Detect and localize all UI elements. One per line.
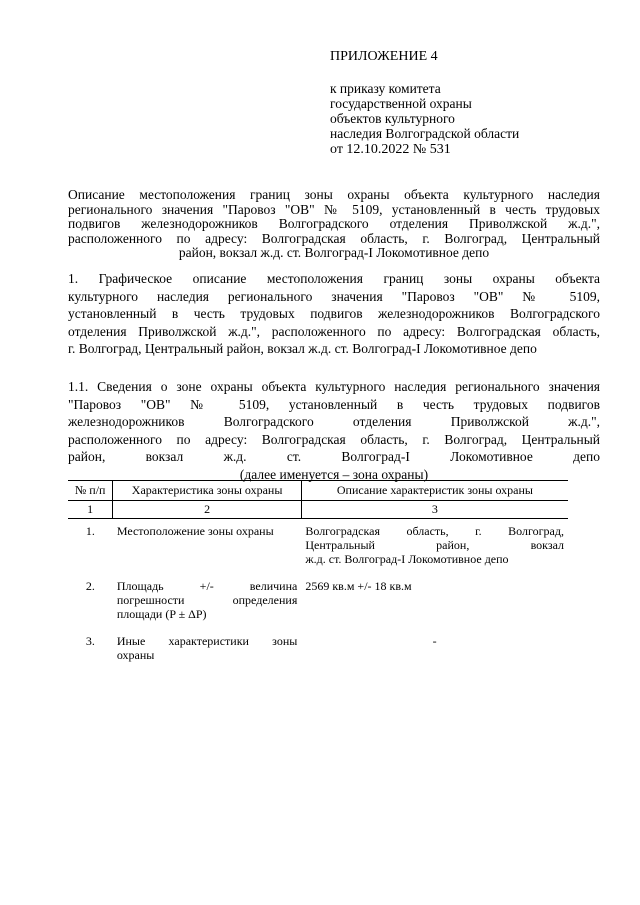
row-number: 2. — [85, 579, 95, 593]
section-1-1 — [68, 378, 600, 483]
section-1-1-line: (далее именуется – зона охраны) — [239, 466, 429, 482]
title-line: подвигов железнодорожников Волгоградского отделения Приволжской ж.д.", — [68, 216, 600, 231]
header-number: № п/п — [68, 481, 113, 501]
header-description: Описание характеристик зоны охраны — [301, 481, 568, 501]
cell-line: погрешности определения — [116, 593, 298, 607]
table-row — [68, 519, 568, 575]
cell-line: Волгоградская область, г. Волгоград, — [305, 524, 564, 538]
section-1-1-line: "Паровоз "ОВ" № 5109, установленный в честь трудовых подвигов — [68, 396, 600, 412]
cell-line: Центральный район, вокзал — [305, 538, 564, 552]
appendix-label: ПРИЛОЖЕНИЕ 4 — [330, 49, 438, 64]
row-characteristic — [113, 519, 302, 575]
cell-line: Местоположение зоны охраны — [116, 524, 274, 538]
cell-line: Площадь +/- величина — [116, 579, 298, 593]
order-date: от 12.10.2022 № 531 — [330, 142, 451, 157]
zone-characteristics-table — [68, 480, 568, 670]
order-line: наследия Волгоградской области — [330, 126, 520, 141]
order-line: объектов культурного — [330, 111, 455, 126]
cell-line: ж.д. ст. Волгоград-I Локомотивное депо — [305, 552, 509, 566]
table-column-numbers — [68, 501, 568, 519]
row-number: 3. — [85, 634, 95, 648]
cell-line: площади (P ± ΔP) — [116, 607, 207, 621]
column-number: 2 — [113, 501, 302, 519]
row-description — [301, 629, 568, 670]
cell-line: охраны — [116, 648, 155, 662]
header-characteristic: Характеристика зоны охраны — [113, 481, 302, 501]
row-characteristic — [113, 629, 302, 670]
section-1-line: культурного наследия регионального значения "Паровоз "ОВ" № 5109, — [68, 288, 600, 304]
section-1-1-line: район, вокзал ж.д. ст. Волгоград-I Локомотивное депо — [68, 449, 600, 464]
title-line: регионального значения "Паровоз "ОВ" № 5109, установленный в честь трудовых — [68, 201, 600, 217]
section-1-1-line: 1.1. Сведения о зоне охраны объекта культурного наследия регионального значения — [68, 379, 600, 394]
document-title — [68, 188, 600, 261]
section-1-line: отделения Приволжской ж.д.", расположенного по адресу: Волгоградская область, — [68, 323, 600, 339]
title-line: район, вокзал ж.д. ст. Волгоград-I Локомотивное депо — [178, 245, 490, 260]
cell-line: Иные характеристики зоны — [116, 634, 298, 648]
row-description — [301, 519, 568, 575]
title-line: Описание местоположения границ зоны охраны объекта культурного наследия — [68, 187, 600, 202]
section-1 — [68, 270, 600, 358]
column-number: 1 — [68, 501, 113, 519]
cell-line: 2569 кв.м +/- 18 кв.м — [305, 579, 412, 593]
row-characteristic — [113, 574, 302, 629]
section-1-line: установленный в честь трудовых подвигов железнодорожников Волгоградского — [68, 306, 600, 321]
order-reference — [330, 81, 519, 141]
section-1-1-line: расположенного по адресу: Волгоградская область, г. Волгоград, Центральный — [68, 431, 600, 447]
section-1-1-line: железнодорожников Волгоградского отделения Приволжской ж.д.", — [68, 414, 600, 429]
order-line: государственной охраны — [330, 96, 472, 111]
table-row — [68, 574, 568, 629]
cell-line: - — [432, 634, 437, 648]
row-description — [301, 574, 568, 629]
order-line: к приказу комитета — [330, 81, 441, 96]
table-header-row — [68, 481, 568, 501]
title-line: расположенного по адресу: Волгоградская область, г. Волгоград, Центральный — [68, 230, 600, 246]
section-1-line: 1. Графическое описание местоположения границ зоны охраны объекта — [68, 271, 600, 286]
table-row — [68, 629, 568, 670]
section-1-line: г. Волгоград, Центральный район, вокзал ж.д. ст. Волгоград-I Локомотивное депо — [68, 341, 537, 356]
column-number: 3 — [301, 501, 568, 519]
row-number: 1. — [85, 524, 95, 538]
